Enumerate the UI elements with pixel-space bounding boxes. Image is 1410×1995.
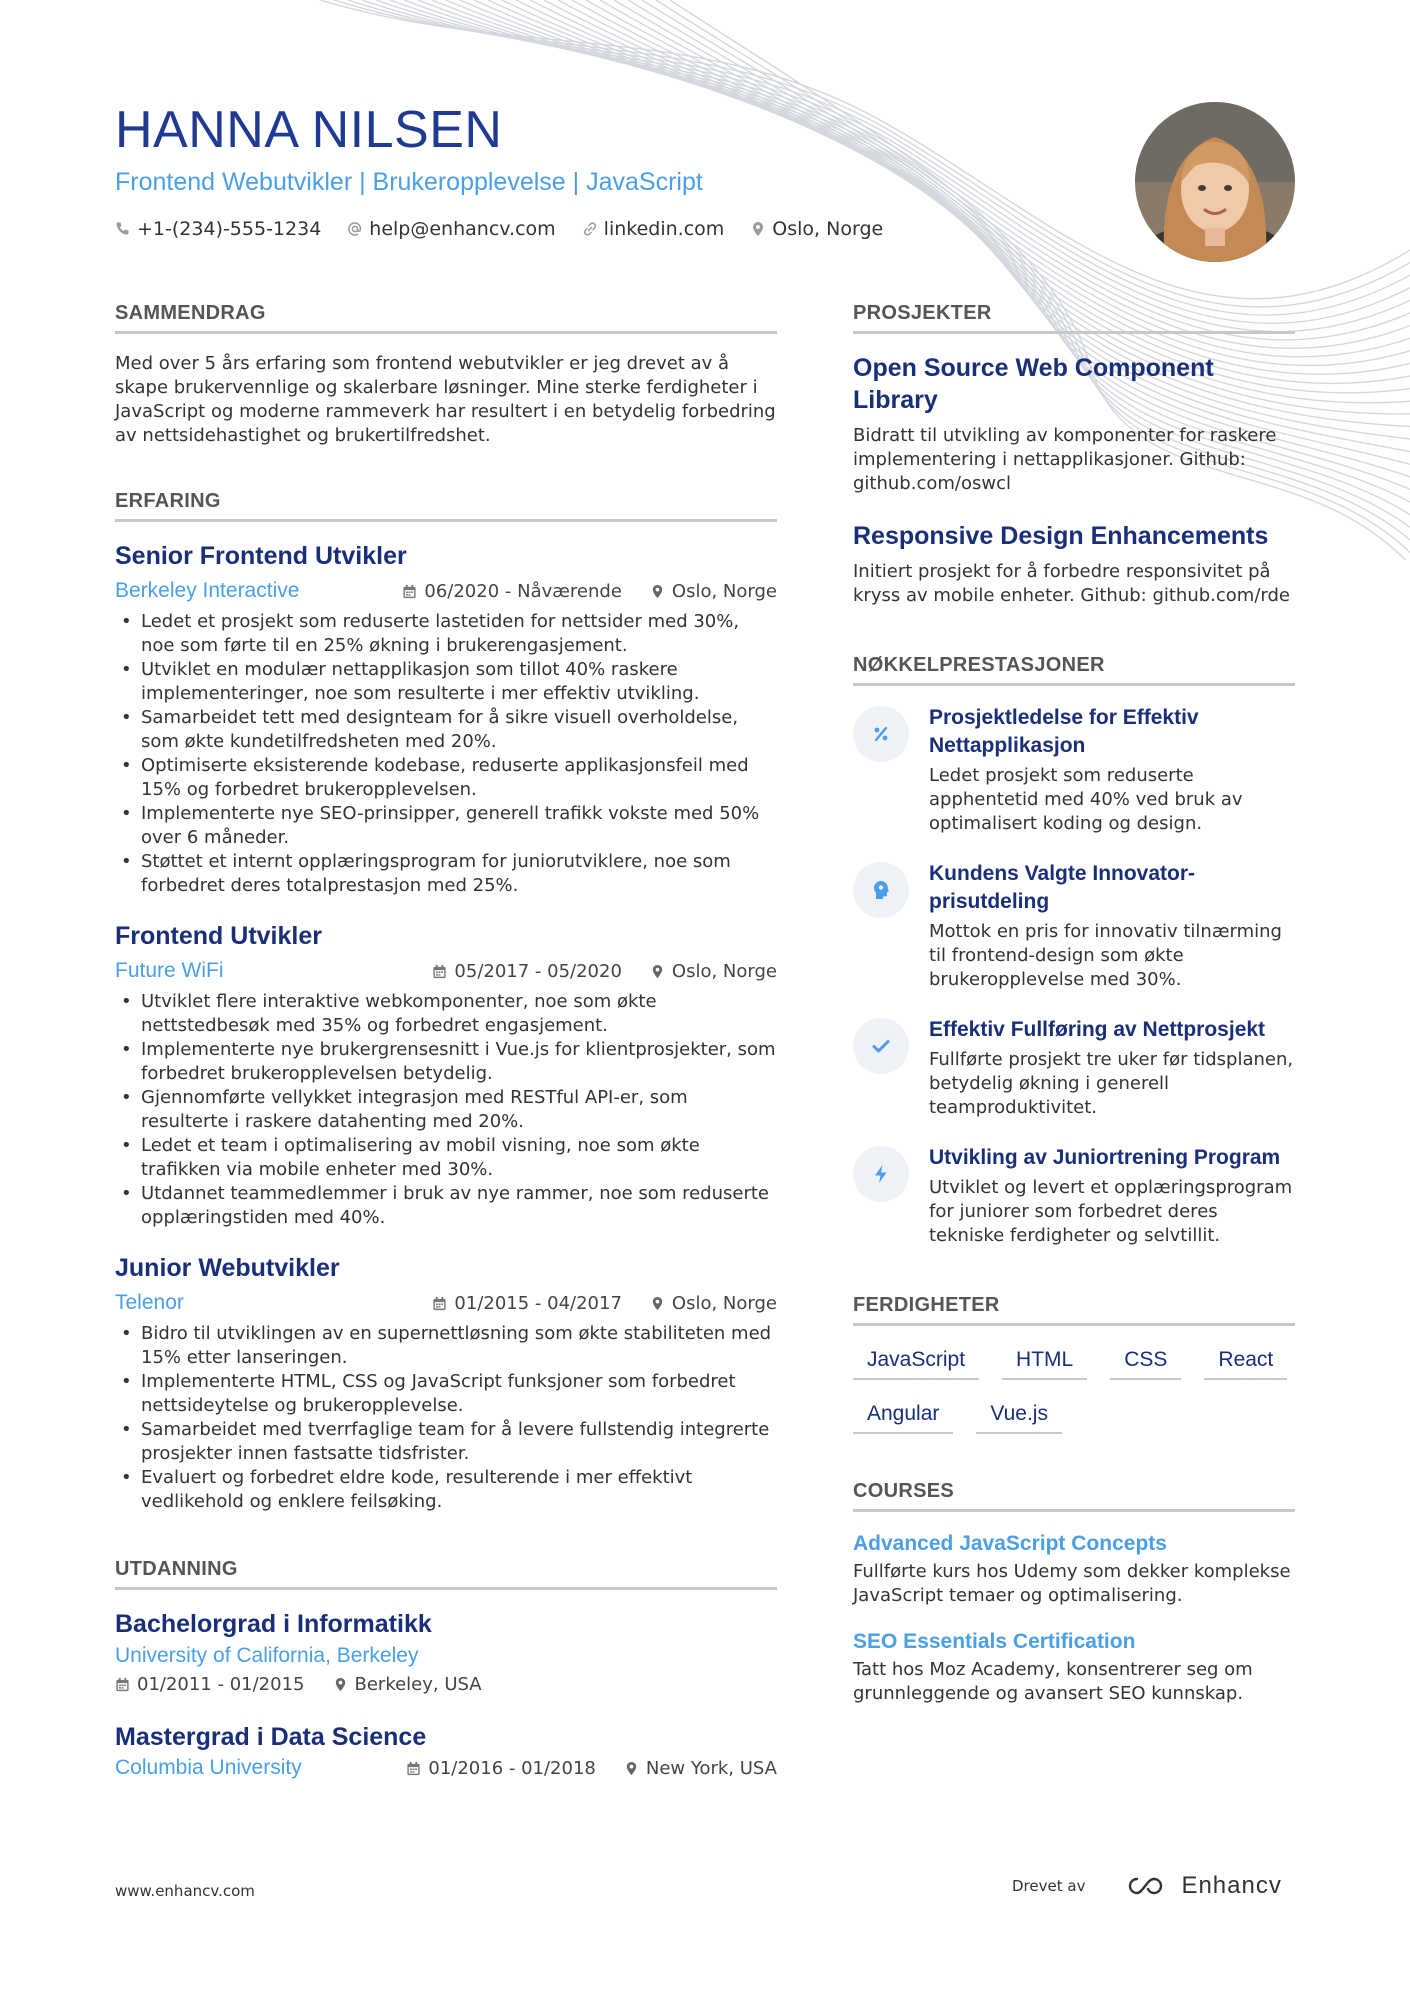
project-name: Open Source Web Component Library: [853, 354, 1214, 414]
job-entry: [115, 920, 777, 1230]
link-icon: [582, 221, 598, 237]
contact-bar: [115, 218, 883, 240]
job-meta: [115, 578, 777, 604]
location-pin-icon: [333, 1677, 348, 1692]
courses-section: [853, 1480, 1295, 1706]
job-meta: [115, 1290, 777, 1316]
job-bullet: • Implementerte nye brukergrensesnitt i Vue.js for klientprosjekter, som forbedret brukeropplevelsen betydelig.: [115, 1038, 777, 1086]
job-company[interactable]: Future WiFi: [115, 959, 224, 982]
achievement-desc: Mottok en pris for innovativ tilnærming til frontend-design som økte brukeropplevelse med 30%.: [929, 921, 1282, 990]
job-bullet: • Samarbeidet med tverrfaglige team for å levere fullstendig integrerte prosjekter innen fastsatte tidsfrister.: [115, 1418, 777, 1466]
job-dates: [402, 581, 622, 602]
job-bullet: • Utdannet teammedlemmer i bruk av nye rammer, noe som reduserte opplæringstiden med 40%.: [115, 1182, 777, 1230]
achievements-heading: NØKKELPRESTASJONER: [853, 654, 1295, 686]
bolt-icon: [870, 1163, 892, 1185]
contact-linkedin[interactable]: [582, 218, 725, 240]
candidate-title: Frontend Webutvikler | Brukeropplevelse | JavaScript: [115, 168, 703, 196]
job-dates: [432, 961, 622, 982]
skill-tag: HTML: [1002, 1344, 1087, 1380]
edu-location: [624, 1758, 777, 1779]
achievement-title: Utvikling av Juniortrening Program: [929, 1146, 1281, 1169]
project-name: Responsive Design Enhancements: [853, 522, 1269, 550]
infinity-logo-icon: [1125, 1874, 1171, 1898]
contact-phone[interactable]: [115, 218, 321, 240]
contact-email[interactable]: [347, 218, 555, 240]
edu-degree: Bachelorgrad i Informatikk: [115, 1610, 432, 1638]
summary-text: Med over 5 års erfaring som frontend webutvikler er jeg drevet av å skape brukervennlige og skalerbare løsninger. Mine sterke ferdigheter i JavaScript og moderne rammeverk har resultert i en betydelig forbedring av nettsidehastighet og brukertilfredshet.: [115, 353, 776, 446]
course-name[interactable]: SEO Essentials Certification: [853, 1630, 1136, 1653]
calendar-icon: [402, 584, 417, 599]
location-pin-icon: [650, 1296, 665, 1311]
edu-location-text: Berkeley, USA: [354, 1674, 482, 1695]
achievement-badge: [853, 862, 909, 918]
project-desc: Bidratt til utvikling av komponenter for raskere implementering i nettapplikasjoner. Github: github.com/oswcl: [853, 425, 1277, 494]
job-meta: [115, 958, 777, 984]
edu-meta: [115, 1674, 777, 1695]
edu-dates-text: 01/2011 - 01/2015: [137, 1674, 305, 1695]
skill-tag: CSS: [1110, 1344, 1181, 1380]
skill-tag: Angular: [853, 1398, 953, 1434]
edu-degree: Mastergrad i Data Science: [115, 1723, 427, 1751]
left-column: [115, 302, 777, 1781]
course-entry: [853, 1628, 1295, 1706]
calendar-icon: [115, 1677, 130, 1692]
job-bullet: • Utviklet flere interaktive webkomponenter, noe som økte nettstedbesøk med 35% og forbedret engasjement.: [115, 990, 777, 1038]
location-pin-icon: [650, 584, 665, 599]
brand-logo[interactable]: [1125, 1872, 1281, 1900]
location-pin-icon: [650, 964, 665, 979]
job-dates-text: 01/2015 - 04/2017: [454, 1292, 622, 1314]
job-company[interactable]: Berkeley Interactive: [115, 579, 300, 602]
job-company[interactable]: Telenor: [115, 1291, 184, 1314]
job-bullet: • Bidro til utviklingen av en supernettløsning som økte stabiliteten med 15% etter lanseringen.: [115, 1322, 777, 1370]
profile-photo: [1135, 102, 1295, 262]
calendar-icon: [432, 1296, 447, 1311]
right-column: [853, 302, 1295, 1706]
calendar-icon: [406, 1761, 421, 1776]
job-bullet: • Implementerte nye SEO-prinsipper, generell trafikk vokste med 50% over 6 måneder.: [115, 802, 777, 850]
at-icon: [347, 221, 363, 237]
summary-heading: SAMMENDRAG: [115, 302, 777, 334]
education-entry: [115, 1721, 777, 1781]
job-location-text: Oslo, Norge: [671, 580, 777, 602]
job-entry: [115, 1252, 777, 1514]
resume-header: [115, 100, 883, 240]
job-location: [650, 961, 777, 982]
job-bullet: • Ledet et team i optimalisering av mobil visning, noe som økte trafikken via mobile enheter med 30%.: [115, 1134, 777, 1182]
brand-name: Enhancv: [1181, 1872, 1282, 1899]
edu-location: [333, 1674, 482, 1695]
calendar-icon: [432, 964, 447, 979]
job-location: [650, 1293, 777, 1314]
skills-list: [853, 1344, 1295, 1434]
skill-tag: Vue.js: [976, 1398, 1062, 1434]
job-bullet: • Evaluert og forbedret eldre kode, resulterende i mer effektivt vedlikehold og enklere feilsøking.: [115, 1466, 777, 1514]
check-icon: [870, 1035, 892, 1057]
achievements-section: [853, 654, 1295, 1248]
achievement-item: [853, 860, 1295, 992]
course-name[interactable]: Advanced JavaScript Concepts: [853, 1532, 1167, 1555]
powered-by-text: Drevet av: [1012, 1877, 1086, 1895]
achievement-title: Kundens Valgte Innovator-prisutdeling: [929, 862, 1196, 913]
job-bullet: • Implementerte HTML, CSS og JavaScript funksjoner som forbedret nettsideytelse og brukeropplevelse.: [115, 1370, 777, 1418]
job-dates-text: 05/2017 - 05/2020: [454, 960, 622, 982]
courses-heading: COURSES: [853, 1480, 1295, 1512]
location-text: Oslo, Norge: [772, 218, 884, 240]
experience-heading: ERFARING: [115, 490, 777, 522]
job-location: [650, 581, 777, 602]
job-dates: [432, 1293, 622, 1314]
footer-website[interactable]: www.enhancv.com: [115, 1882, 255, 1900]
education-heading: UTDANNING: [115, 1558, 777, 1590]
head-idea-icon: [870, 879, 892, 901]
email-text: help@enhancv.com: [369, 218, 556, 240]
location-pin-icon: [624, 1761, 639, 1776]
skills-heading: FERDIGHETER: [853, 1294, 1295, 1326]
project-desc: Initiert prosjekt for å forbedre responsivitet på kryss av mobile enheter. Github: github.com/rde: [853, 561, 1290, 606]
achievement-item: [853, 1144, 1295, 1248]
phone-text: +1-(234)-555-1234: [137, 218, 322, 240]
achievement-badge: [853, 1018, 909, 1074]
job-bullet: • Ledet et prosjekt som reduserte lastetiden for nettsider med 30%, noe som førte til en 25% økning i brukerengasjement.: [115, 610, 777, 658]
job-role: Senior Frontend Utvikler: [115, 542, 407, 570]
achievement-badge: [853, 1146, 909, 1202]
achievement-desc: Utviklet og levert et opplæringsprogram for juniorer som forbedret deres tekniske ferdigheter og selvtillit.: [929, 1177, 1293, 1246]
education-section: [115, 1558, 777, 1781]
job-bullets: [115, 1322, 777, 1514]
job-entry: [115, 540, 777, 898]
job-bullets: [115, 610, 777, 898]
achievement-desc: Fullførte prosjekt tre uker før tidsplanen, betydelig økning i generell teamproduktivitet.: [929, 1049, 1294, 1118]
projects-heading: PROSJEKTER: [853, 302, 1295, 334]
linkedin-text: linkedin.com: [603, 218, 725, 240]
job-bullet: • Samarbeidet tett med designteam for å sikre visuell overholdelse, som økte kundetilfredsheten med 20%.: [115, 706, 777, 754]
avatar: [1135, 102, 1295, 262]
percent-icon: [870, 723, 892, 745]
project-entry: [853, 352, 1295, 496]
achievement-item: [853, 1016, 1295, 1120]
education-entry: [115, 1608, 777, 1695]
phone-icon: [115, 221, 131, 237]
edu-dates: [115, 1674, 305, 1695]
achievement-desc: Ledet prosjekt som reduserte apphentetid med 40% ved bruk av optimalisert koding og design.: [929, 765, 1243, 834]
achievement-badge: [853, 706, 909, 762]
edu-school[interactable]: Columbia University: [115, 1756, 302, 1779]
project-entry: [853, 520, 1295, 608]
job-bullet: • Støttet et internt opplæringsprogram for juniorutviklere, noe som forbedret deres totalprestasjon med 25%.: [115, 850, 777, 898]
edu-dates: [406, 1758, 596, 1779]
skill-tag: React: [1204, 1344, 1287, 1380]
course-desc: Tatt hos Moz Academy, konsentrerer seg om grunnleggende og avansert SEO kunnskap.: [853, 1659, 1253, 1704]
edu-meta: [115, 1755, 777, 1781]
edu-school[interactable]: University of California, Berkeley: [115, 1644, 419, 1667]
summary-section: [115, 302, 777, 448]
course-entry: [853, 1530, 1295, 1608]
projects-section: [853, 302, 1295, 608]
skills-section: [853, 1294, 1295, 1434]
location-pin-icon: [750, 221, 766, 237]
job-location-text: Oslo, Norge: [671, 960, 777, 982]
achievement-item: [853, 704, 1295, 836]
job-dates-text: 06/2020 - Nåværende: [424, 580, 622, 602]
footer-branding: [1012, 1872, 1282, 1900]
contact-location: [750, 218, 883, 240]
skill-tag: JavaScript: [853, 1344, 979, 1380]
achievement-title: Effektiv Fullføring av Nettprosjekt: [929, 1018, 1266, 1041]
job-bullet: • Optimiserte eksisterende kodebase, reduserte applikasjonsfeil med 15% og forbedret brukeropplevelsen.: [115, 754, 777, 802]
job-bullet: • Utviklet en modulær nettapplikasjon som tillot 40% raskere implementeringer, noe som resulterte i mer effektiv utvikling.: [115, 658, 777, 706]
edu-location-text: New York, USA: [645, 1757, 777, 1779]
job-role: Frontend Utvikler: [115, 922, 322, 950]
edu-dates-text: 01/2016 - 01/2018: [428, 1757, 596, 1779]
job-bullet: • Gjennomførte vellykket integrasjon med RESTful API-er, som resulterte i raskere datahenting med 20%.: [115, 1086, 777, 1134]
job-bullets: [115, 990, 777, 1230]
job-role: Junior Webutvikler: [115, 1254, 340, 1282]
course-desc: Fullførte kurs hos Udemy som dekker komplekse JavaScript temaer og optimalisering.: [853, 1561, 1291, 1606]
candidate-name: HANNA NILSEN: [115, 101, 503, 159]
experience-section: [115, 490, 777, 1514]
achievement-title: Prosjektledelse for Effektiv Nettapplikasjon: [929, 706, 1199, 757]
job-location-text: Oslo, Norge: [671, 1292, 777, 1314]
